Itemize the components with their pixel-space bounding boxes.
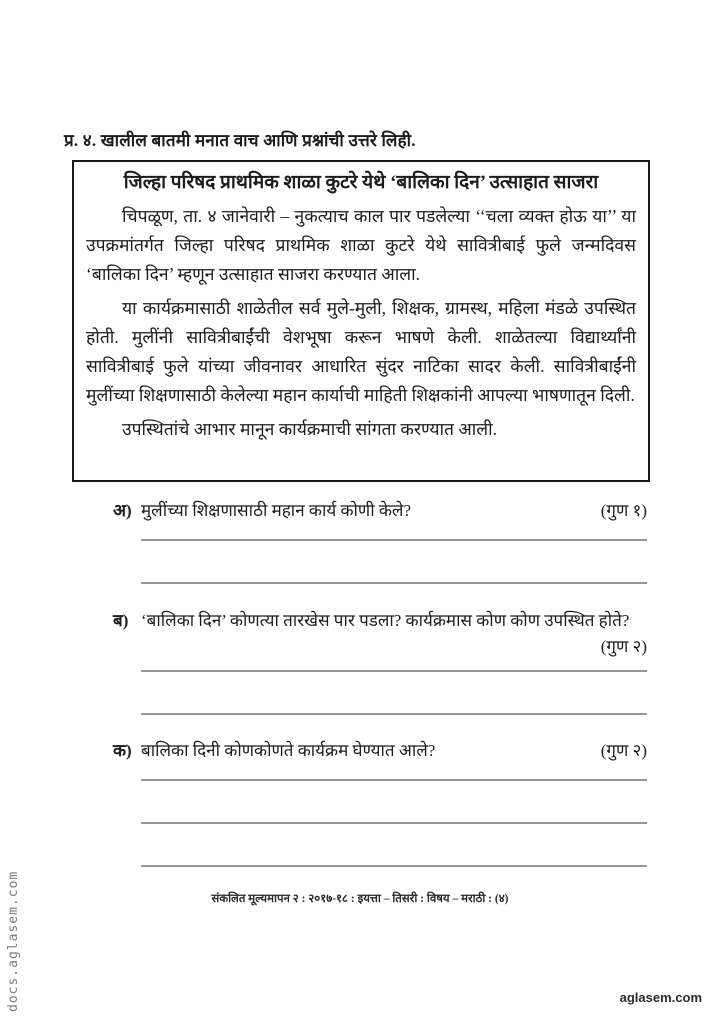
site-watermark: aglasem.com <box>619 990 702 1005</box>
question-label: अ) <box>113 501 132 520</box>
news-paragraph: चिपळूण, ता. ४ जानेवारी – नुकत्याच काल पार पडलेल्या ‘‘चला व्यक्त होऊ या’’ या उपक्रमांतर्गत जिल्हा परिषद प्राथमिक शाळा कुटरे येथे सावित्रीबाई फुले जन्मदिवस ‘बालिका दिन’ म्हणून उत्साहात साजरा करण्यात आला. <box>86 206 636 284</box>
question-block-k <box>113 738 647 867</box>
question-text: बालिका दिनी कोणकोणते कार्यक्रम घेण्यात आले? <box>141 741 436 760</box>
marks-badge: (गुण २) <box>600 741 647 760</box>
question-text: ‘बालिका दिन’ कोणत्या तारखेस पार पडला? कार्यक्रमास कोण कोण उपस्थित होते? <box>141 611 630 630</box>
question-prompt: प्र. ४. खालील बातमी मनात वाच आणि प्रश्नांची उत्तरे लिही. <box>64 131 416 150</box>
footer-caption: संकलित मूल्यमापन २ : २०१७-१८ : इयत्ता – तिसरी : विषय – मराठी : (४) <box>211 893 509 905</box>
answer-line <box>141 865 647 867</box>
answer-area <box>141 670 647 715</box>
question-text: मुलींच्या शिक्षणासाठी महान कार्य कोणी केले? <box>141 501 411 520</box>
answer-line <box>141 822 647 824</box>
news-headline: जिल्हा परिषद प्राथमिक शाळा कुटरे येथे ‘बालिका दिन’ उत्साहात साजरा <box>123 172 599 193</box>
answer-line <box>141 779 647 781</box>
answer-line <box>141 670 647 672</box>
left-watermark: docs.aglasem.com <box>6 870 21 1012</box>
answer-area <box>141 539 647 584</box>
marks-badge: (गुण २) <box>600 637 647 656</box>
answer-line <box>141 582 647 584</box>
question-block-b <box>113 608 647 715</box>
news-paragraph: उपस्थितांचे आभार मानून कार्यक्रमाची सांगता करण्यात आली. <box>122 419 498 439</box>
answer-line <box>141 713 647 715</box>
marks-badge: (गुण १) <box>600 501 647 520</box>
question-block-a <box>113 498 647 584</box>
news-article-box <box>72 160 650 482</box>
answer-area <box>141 779 647 867</box>
question-label: ब) <box>113 611 129 630</box>
question-label: क) <box>113 741 132 760</box>
answer-line <box>141 539 647 541</box>
news-paragraph: या कार्यक्रमासाठी शाळेतील सर्व मुले-मुली, शिक्षक, ग्रामस्थ, महिला मंडळे उपस्थित होती. मुलींनी सावित्रीबाईंची वेशभूषा करून भाषणे केली. शाळेतल्या विद्यार्थ्यांनी सावित्रीबाई फुले यांच्या जीवनावर आधारित सुंदर नाटिका सादर केली. सावित्रीबाईंनी मुलींच्या शिक्षणासाठी केलेल्या महान कार्याची माहिती शिक्षकांनी आपल्या भाषणातून दिली. <box>86 298 636 405</box>
